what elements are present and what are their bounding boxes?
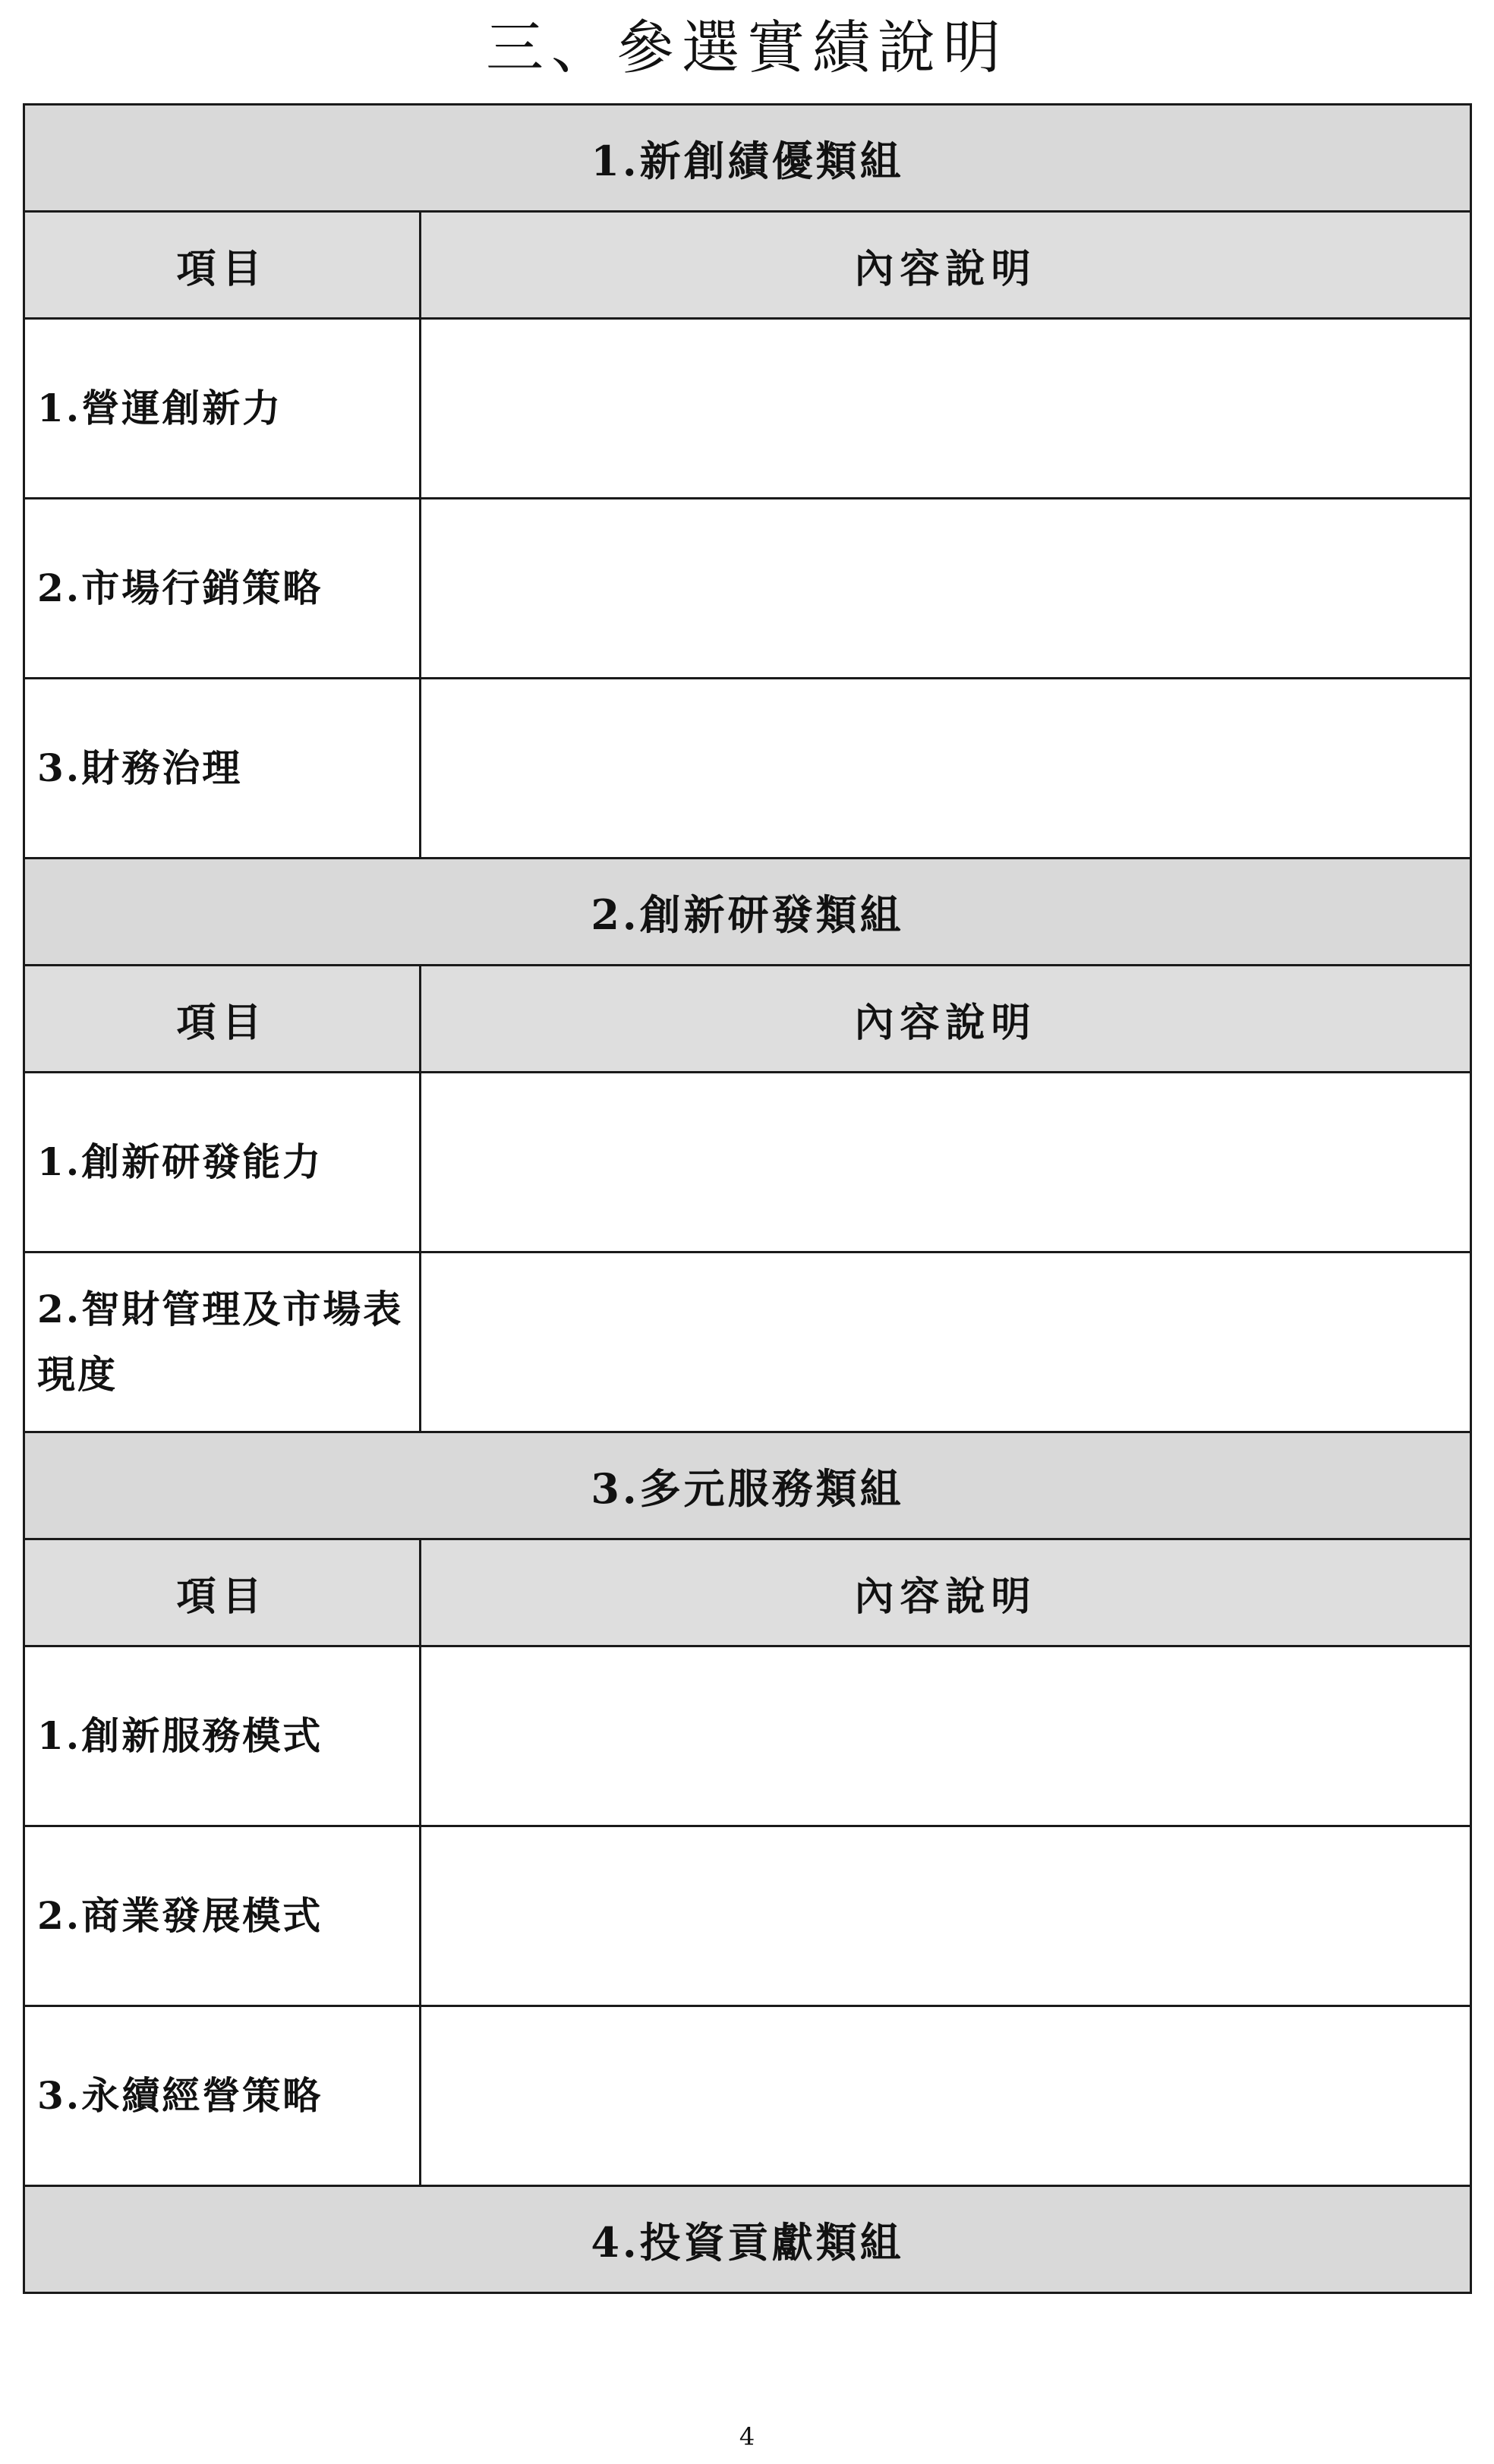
column-header-content: 內容說明 — [421, 1539, 1471, 1646]
group-heading: 2.創新研發類組 — [24, 859, 1471, 966]
column-header-item: 項目 — [24, 966, 421, 1073]
page-title: 三、參選實績說明 — [486, 14, 1008, 81]
column-header-content: 內容說明 — [421, 212, 1471, 319]
achievement-table — [23, 103, 1472, 2294]
column-header-row — [24, 212, 1471, 319]
table-row — [24, 2006, 1471, 2186]
group-heading-row — [24, 1432, 1471, 1539]
group-heading-row — [24, 859, 1471, 966]
content-cell[interactable] — [421, 319, 1471, 499]
page-number: 4 — [739, 2422, 755, 2451]
group-heading: 1.新創績優類組 — [24, 105, 1471, 212]
column-header-row — [24, 1539, 1471, 1646]
item-label: 1.創新服務模式 — [24, 1646, 421, 1826]
content-cell[interactable] — [421, 1646, 1471, 1826]
content-cell[interactable] — [421, 679, 1471, 859]
group-heading: 4.投資貢獻類組 — [24, 2186, 1471, 2293]
group-heading: 3.多元服務類組 — [24, 1432, 1471, 1539]
column-header-item: 項目 — [24, 212, 421, 319]
column-header-row — [24, 966, 1471, 1073]
item-label: 1.營運創新力 — [24, 319, 421, 499]
item-label: 3.財務治理 — [24, 679, 421, 859]
content-cell[interactable] — [421, 499, 1471, 679]
column-header-item: 項目 — [24, 1539, 421, 1646]
content-cell[interactable] — [421, 1252, 1471, 1432]
table-row — [24, 319, 1471, 499]
group-heading-row — [24, 105, 1471, 212]
item-label: 2.智財管理及市場表現度 — [24, 1252, 421, 1432]
table-row — [24, 499, 1471, 679]
item-label: 2.市場行銷策略 — [24, 499, 421, 679]
content-cell[interactable] — [421, 2006, 1471, 2186]
table-row — [24, 679, 1471, 859]
item-label: 1.創新研發能力 — [24, 1073, 421, 1252]
table-row — [24, 1826, 1471, 2006]
table-row — [24, 1252, 1471, 1432]
item-label: 3.永續經營策略 — [24, 2006, 421, 2186]
content-cell[interactable] — [421, 1073, 1471, 1252]
table-row — [24, 1073, 1471, 1252]
content-cell[interactable] — [421, 1826, 1471, 2006]
table-row — [24, 1646, 1471, 1826]
column-header-content: 內容說明 — [421, 966, 1471, 1073]
group-heading-row — [24, 2186, 1471, 2293]
item-label: 2.商業發展模式 — [24, 1826, 421, 2006]
